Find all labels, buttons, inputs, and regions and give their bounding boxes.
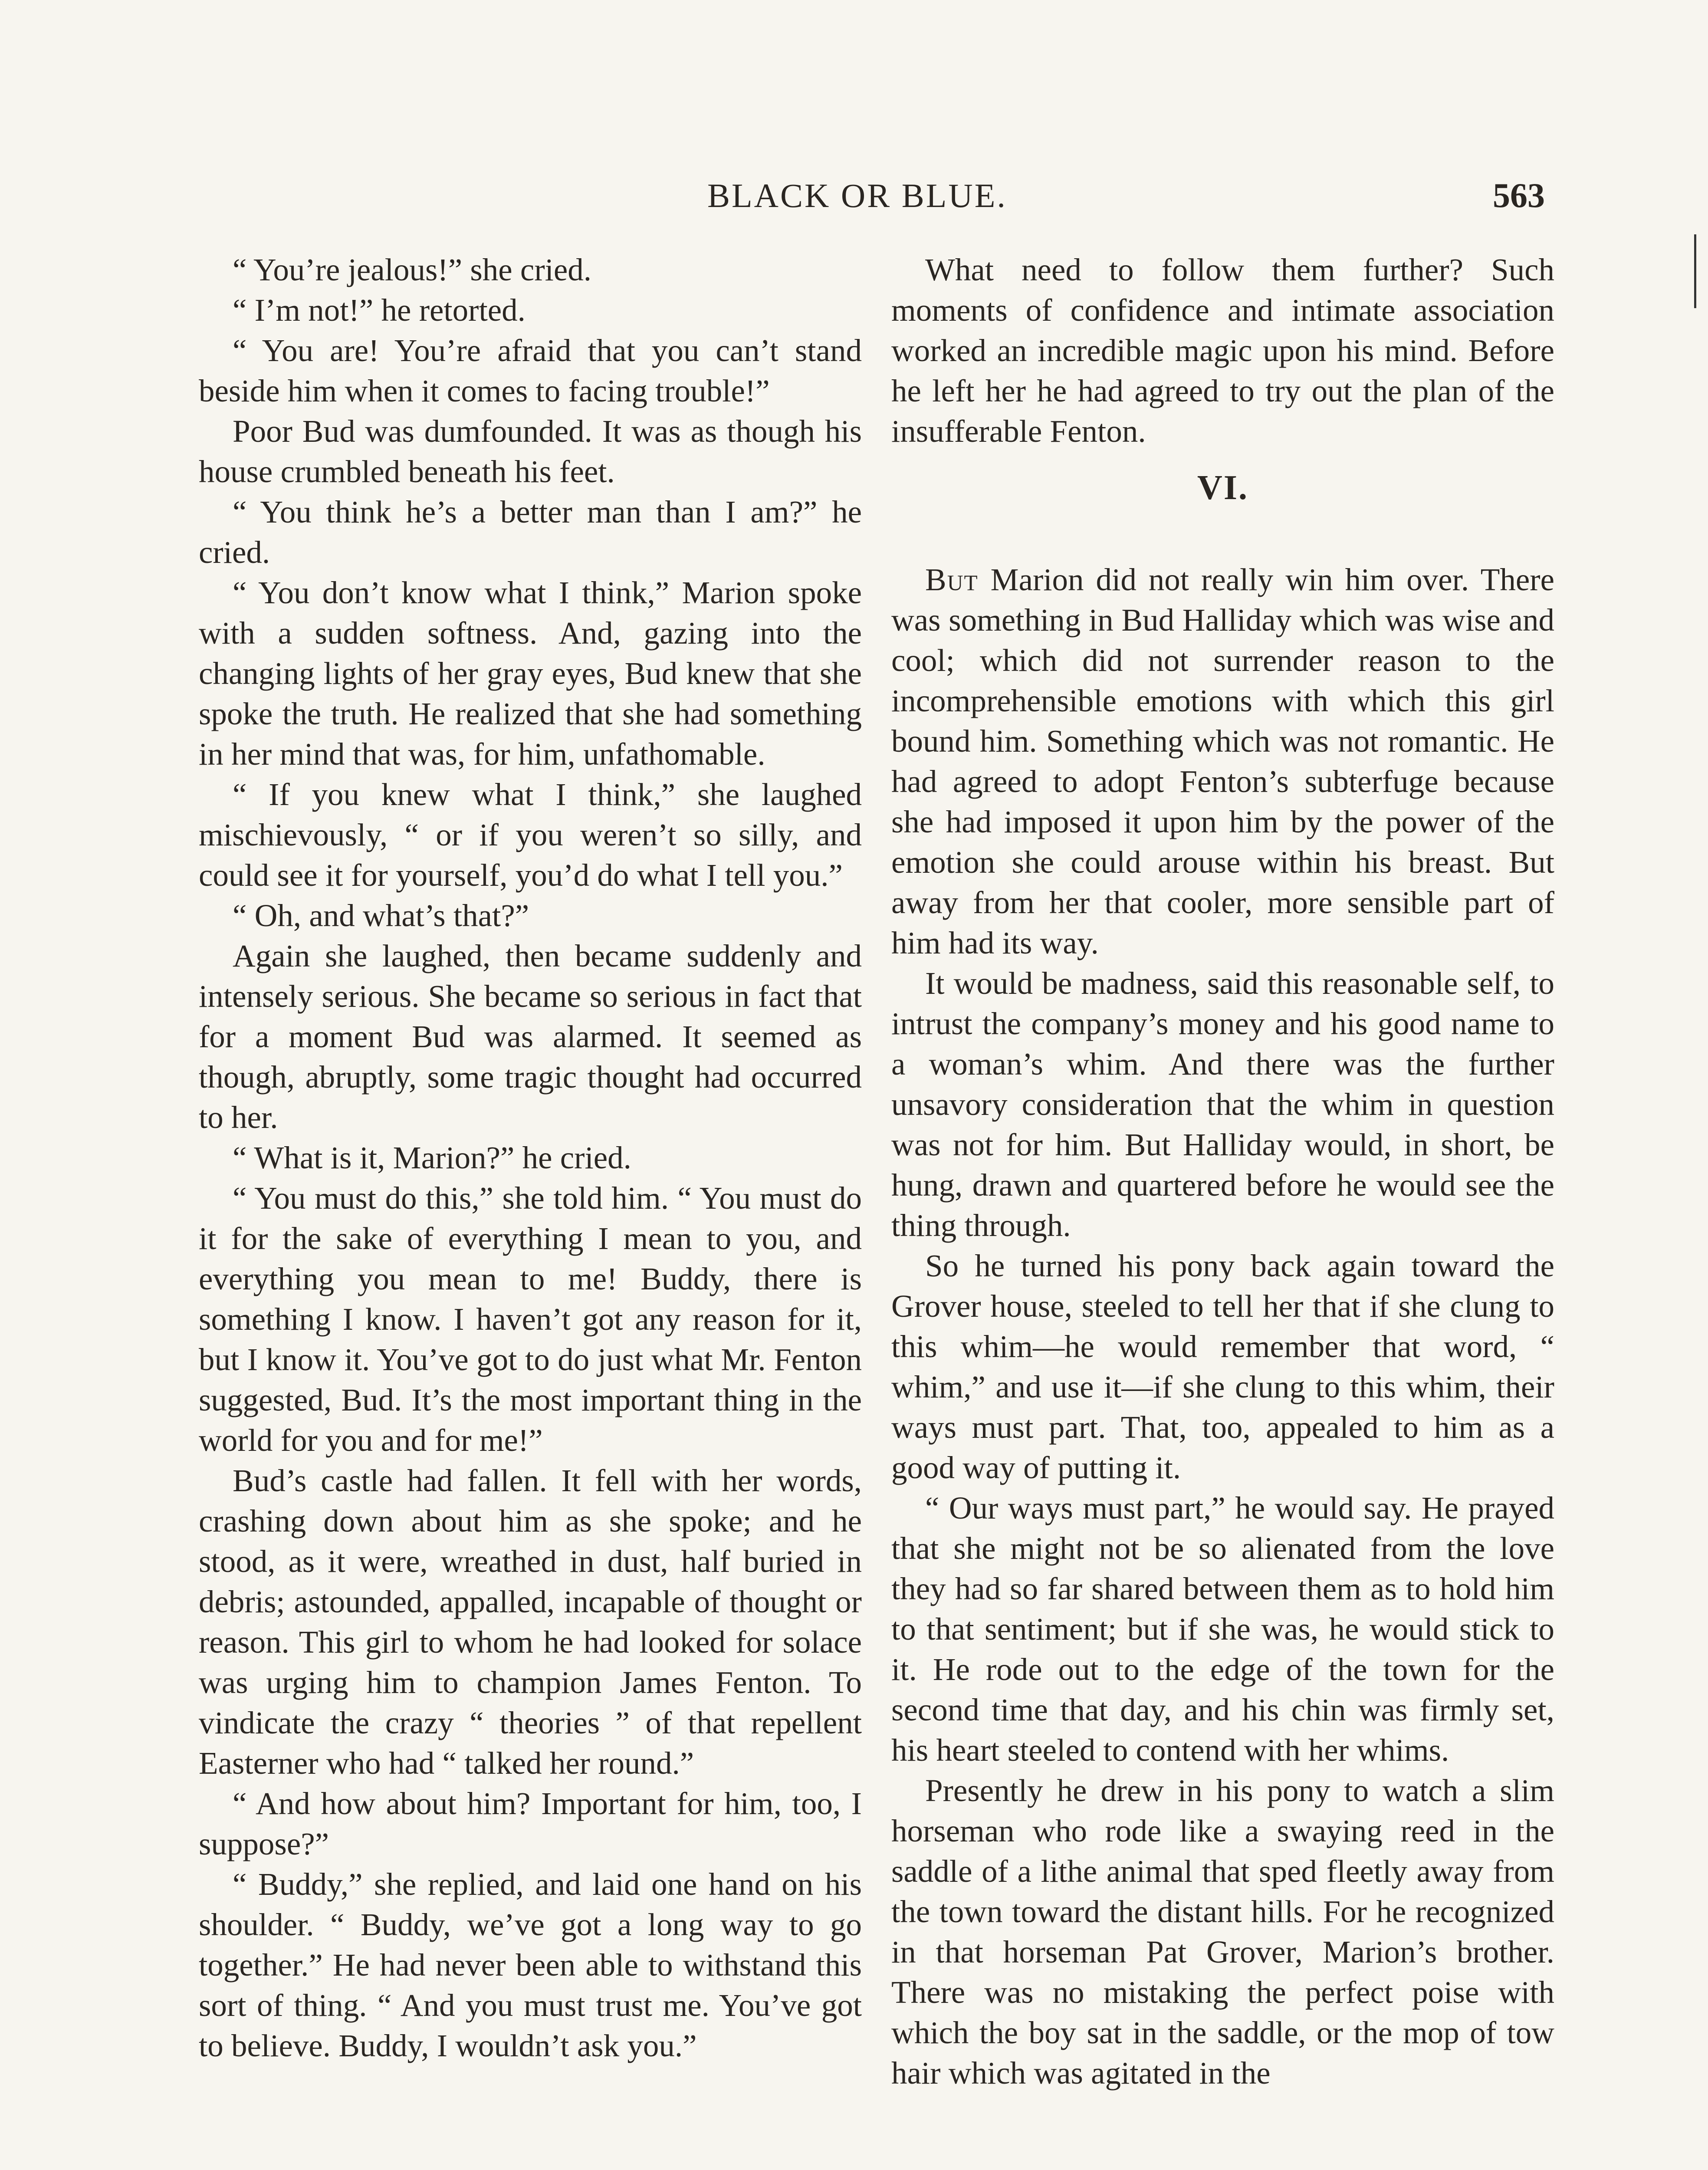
margin-rule (1694, 234, 1696, 308)
paragraph: Poor Bud was dumfounded. It was as though his house crumbled beneath his feet. (199, 414, 862, 489)
paragraph: Presently he drew in his pony to watch a slim horseman who rode like a swaying reed in the saddle of a lithe animal that sped fleetly away from the town toward the distant hills. For he recognized in that horseman Pat Grover, Marion’s brother. There was no mistaking the perfect poise with which the boy sat in the saddle, or the mop of tow hair which was agitated in the (891, 1773, 1554, 2091)
paragraph: It would be madness, said this reasonable self, to intrust the company’s money and his good name to a woman’s whim. And there was the further unsavory consideration that the whim in question was not for him. But Halliday would, in short, be hung, drawn and quartered before he would see the thing through. (891, 966, 1554, 1243)
page-number: 563 (1493, 177, 1545, 215)
paragraph: What need to follow them further? Such moments of confidence and intimate association worked an incredible magic upon his mind. Before he left her he had agreed to try out the plan of the insufferable Fenton. (891, 252, 1554, 449)
left-column (199, 250, 862, 2066)
paragraph: “ Buddy,” she replied, and laid one hand on his shoulder. “ Buddy, we’ve got a long way to go together.” He had never been able to withstand this sort of thing. “ And you must trust me. You’ve got to believe. Buddy, I wouldn’t ask you.” (199, 1867, 862, 2063)
paragraph: “ I’m not!” he retorted. (233, 293, 526, 328)
paragraph: Again she laughed, then became suddenly and intensely serious. She became so serious in fact that for a moment Bud was alarmed. It seemed as though, abruptly, some tragic thought had occurred to her. (199, 938, 862, 1135)
paragraph: “ If you knew what I think,” she laughed mischievously, “ or if you weren’t so silly, and could see it for yourself, you’d do what I tell you.” (199, 777, 862, 893)
paragraph: “ Oh, and what’s that?” (233, 898, 529, 933)
paragraph: So he turned his pony back again toward the Grover house, steeled to tell her that if she clung to this whim—he would remember that word, “ whim,” and use it—if she clung to this whim, their ways must part. That, too, appealed to him as a good way of putting it. (891, 1248, 1554, 1485)
running-title: BLACK OR BLUE. (707, 177, 1007, 214)
right-column (891, 250, 1554, 2093)
paragraph: “ You must do this,” she told him. “ You must do it for the sake of everything I mean to you, and everything you mean to me! Buddy, there is something I know. I haven’t got any reason for it, but I know it. You’ve got to do just what Mr. Fenton suggested, Bud. It’s the most important thing in the world for you and for me!” (199, 1180, 862, 1458)
paragraph: “ Our ways must part,” he would say. He prayed that she might not be so alienated from the love they had so far shared between them as to hold him to that sentiment; but if she was, he would stick to it. He rode out to the edge of the town for the second time that day, and his chin was firmly set, his heart steeled to contend with her whims. (891, 1490, 1554, 1768)
paragraph: “ You’re jealous!” she cried. (233, 252, 592, 287)
paragraph: “ What is it, Marion?” he cried. (233, 1140, 631, 1175)
section-heading: VI. (1197, 469, 1248, 507)
paragraph: “ And how about him? Important for him, too, I suppose?” (199, 1786, 862, 1861)
paragraph: “ You don’t know what I think,” Marion spoke with a sudden softness. And, gazing into the changing lights of her gray eyes, Bud knew that she spoke the truth. He realized that she had something in her mind that was, for him, unfathomable. (199, 575, 862, 772)
opening-text: Marion did not really win him over. There was something in Bud Halliday which was wise and cool; which did not surrender reason to the incomprehensible emotions with which this girl bound him. Something which was not romantic. He had agreed to adopt Fenton’s subterfuge because she had imposed it upon him by the power of the emotion she could arouse within his breast. But away from her that cooler, more sensible part of him had its way. (891, 562, 1554, 960)
paragraph: “ You think he’s a better man than I am?” he cried. (199, 494, 862, 570)
page-header (0, 176, 1708, 224)
paragraph: Bud’s castle had fallen. It fell with her words, crashing down about him as she spoke; and he stood, as it were, wreathed in dust, half buried in debris; astounded, appalled, incapable of thought or reason. This girl to whom he had looked for solace was urging him to champion James Fenton. To vindicate the crazy “ theories ” of that repellent Easterner who had “ talked her round.” (199, 1463, 862, 1781)
paragraph: “ You are! You’re afraid that you can’t stand beside him when it comes to facing trouble!” (199, 333, 862, 408)
opening-smallcaps: But (925, 562, 979, 597)
section-opening-paragraph (891, 559, 1554, 963)
